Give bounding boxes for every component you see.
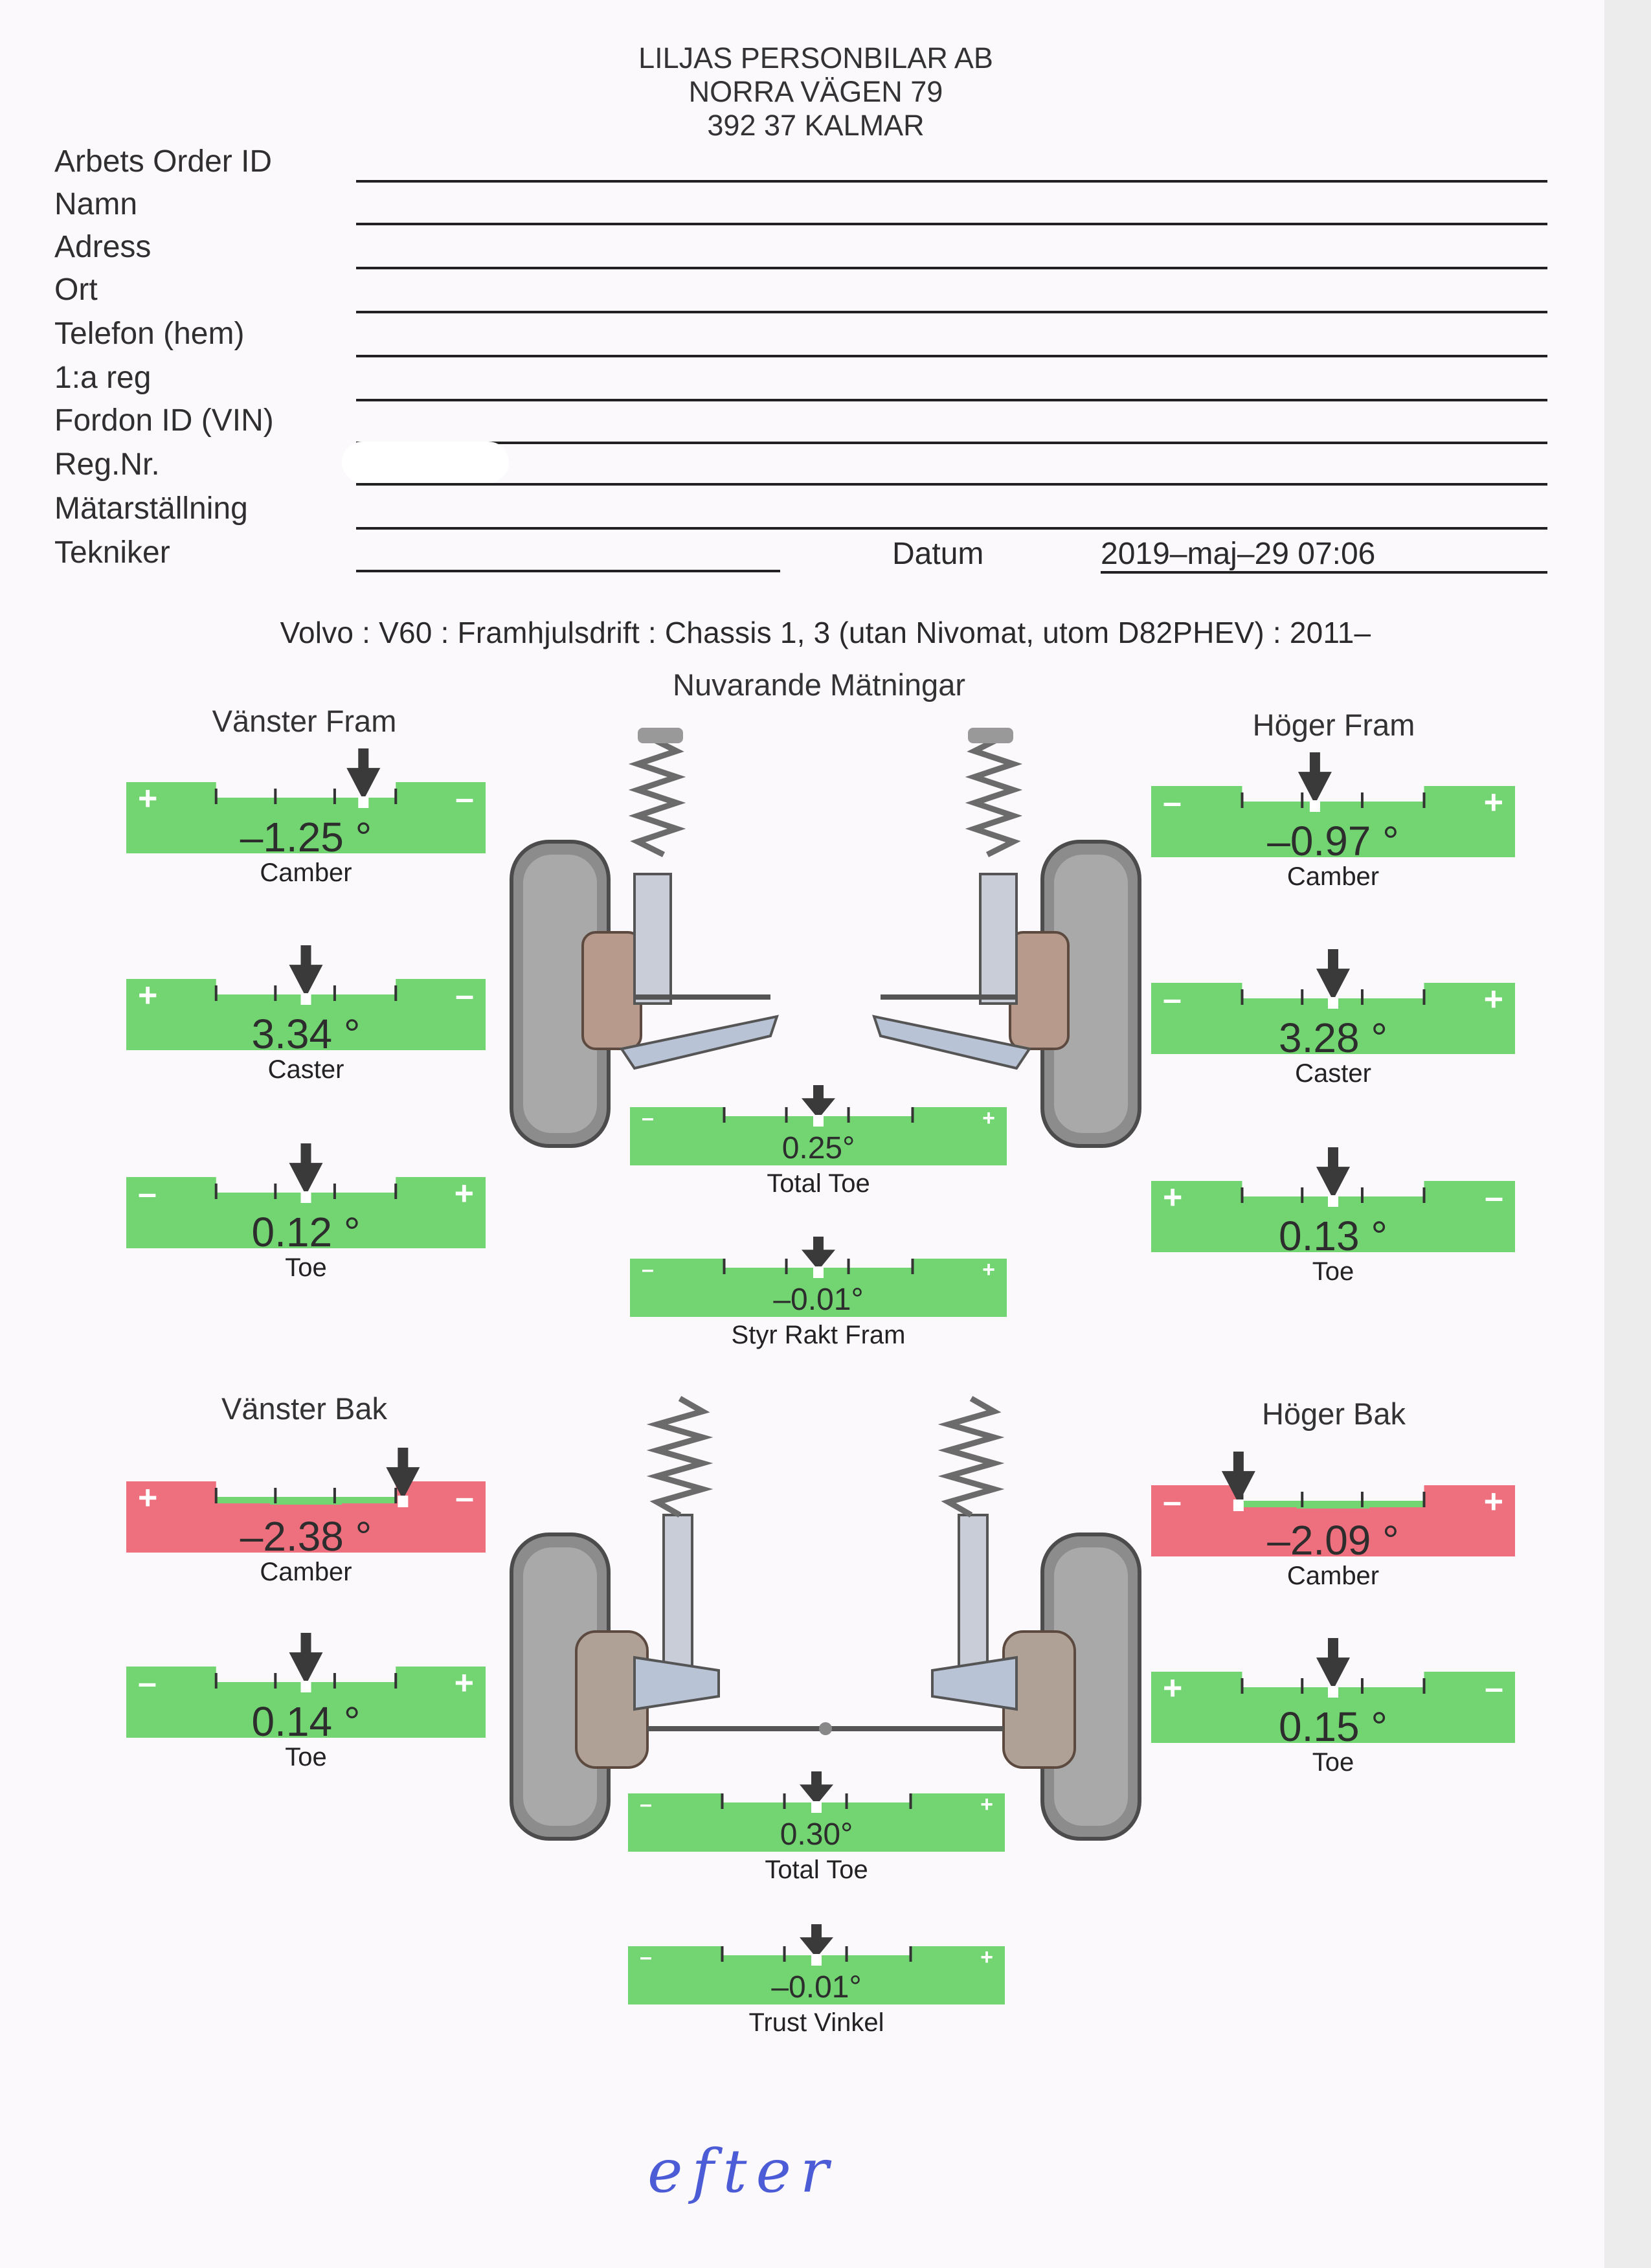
field-label-city: Ort [54, 273, 98, 307]
thrust_angle-sign-right: + [980, 1944, 993, 1970]
rl_camber-sign-left: + [138, 1479, 158, 1517]
rl_toe-sign-left: – [138, 1664, 157, 1702]
gauge-front-right-camber-caption: Camber [1286, 862, 1380, 891]
front-left-top-mount [638, 728, 683, 743]
thrust_angle-sign-left: – [640, 1944, 652, 1970]
handwritten-note: efter [647, 2137, 838, 2206]
field-line-first-reg [356, 399, 1547, 401]
fr_toe-sign-right: – [1485, 1178, 1503, 1217]
gauge-rear-right-toe-value: 0.15 ° [1279, 1703, 1387, 1750]
rear-axle-center-joint [819, 1722, 832, 1735]
gauge-front-total-toe-value: 0.25° [781, 1131, 855, 1165]
gauge-front-left-caster-caption: Caster [267, 1055, 344, 1084]
steer_ahead-sign-right: + [982, 1257, 995, 1282]
gauge-steer-ahead-caption: Styr Rakt Fram [731, 1321, 906, 1349]
rl_camber-sign-right: – [455, 1479, 474, 1517]
gauge-front-left-camber [126, 763, 486, 892]
steer_ahead-pointer-notch [813, 1266, 824, 1278]
rl_toe-sign-right: + [454, 1664, 474, 1702]
fl_caster-pointer-notch [301, 993, 311, 1005]
rear-left-shock [664, 1515, 692, 1683]
rear-left-knuckle [635, 1657, 719, 1709]
section-title: Nuvarande Mätningar [673, 668, 965, 702]
field-line-vin [356, 442, 1547, 444]
thrust_angle-pointer-arrow [800, 1924, 833, 1958]
field-label-order-id: Arbets Order ID [54, 144, 273, 179]
fr_camber-sign-left: – [1163, 783, 1182, 822]
rl_camber-pointer-notch [398, 1496, 408, 1507]
gauge-front-total-toe [630, 1093, 1007, 1203]
gauge-rear-total-toe-value: 0.30° [780, 1817, 853, 1852]
gauge-front-left-camber-caption: Camber [260, 859, 352, 887]
gauge-steer-ahead-value: –0.01° [773, 1283, 864, 1317]
field-line-phone [356, 355, 1547, 357]
wheel-title-front-right: Höger Fram [1252, 708, 1415, 742]
gauge-steer-ahead [630, 1244, 1007, 1354]
field-label-first-reg: 1:a reg [54, 361, 152, 395]
gauge-rear-left-camber-value: –2.38 ° [240, 1513, 372, 1560]
gauge-front-left-caster-value: 3.34 ° [251, 1011, 361, 1057]
rl_camber-bar-inner-step [270, 1502, 342, 1505]
steer_ahead-sign-left: – [642, 1257, 654, 1282]
fr_camber-bar-inner-step [1297, 807, 1369, 809]
fl_caster-sign-left: + [138, 976, 158, 1015]
front-left-strut [635, 874, 671, 1004]
fr_caster-sign-left: – [1163, 980, 1182, 1018]
gauge-rear-right-camber-caption: Camber [1286, 1562, 1380, 1590]
field-line-name [356, 223, 1547, 225]
rr_toe-pointer-arrow [1316, 1638, 1350, 1690]
fr_caster-pointer-arrow [1316, 949, 1350, 1001]
rr_camber-bar-inner-step [1297, 1506, 1369, 1509]
fr_camber-pointer-notch [1310, 800, 1320, 812]
datum-value: 2019–maj–29 07:06 [1101, 537, 1376, 571]
front-right-spring [974, 738, 1013, 855]
rr_camber-sign-right: + [1483, 1483, 1503, 1521]
field-label-name: Namn [54, 187, 138, 221]
fr_toe-pointer-arrow [1316, 1147, 1350, 1199]
front-left-control-arm [622, 1016, 777, 1068]
fl_camber-bar-inner-step [270, 803, 342, 805]
field-line-reg-nr [356, 483, 1547, 486]
gauge-front-right-caster-caption: Caster [1295, 1059, 1371, 1088]
fl_toe-sign-right: + [454, 1174, 474, 1213]
rr_toe-sign-left: + [1163, 1669, 1183, 1707]
fr_caster-pointer-notch [1328, 997, 1338, 1009]
rr_toe-sign-right: – [1485, 1669, 1503, 1707]
company-city: 392 37 KALMAR [707, 109, 925, 142]
gauge-rear-total-toe-caption: Total Toe [765, 1856, 868, 1884]
gauge-front-left-camber-value: –1.25 ° [240, 814, 372, 860]
front-right-control-arm [874, 1016, 1029, 1068]
gauge-rear-right-camber-value: –2.09 ° [1267, 1517, 1399, 1564]
field-line-technician [356, 570, 780, 572]
gauge-front-right-caster-value: 3.28 ° [1279, 1015, 1387, 1061]
rear-left-spring [657, 1398, 702, 1515]
gauge-rear-left-camber-caption: Camber [260, 1558, 352, 1586]
field-line-odometer [356, 527, 1547, 530]
gauge-thrust-angle-caption: Trust Vinkel [748, 2008, 884, 2037]
gauge-front-right-toe-caption: Toe [1312, 1257, 1354, 1286]
rr_camber-pointer-notch [1233, 1499, 1244, 1511]
front-right-strut [980, 874, 1016, 1004]
fl_toe-pointer-arrow [289, 1143, 323, 1195]
wheel-title-front-left: Vänster Fram [212, 704, 397, 738]
gauge-front-left-toe-value: 0.12 ° [251, 1209, 361, 1255]
rr_camber-sign-left: – [1163, 1483, 1182, 1521]
fl_caster-sign-right: – [455, 976, 474, 1015]
fr_toe-sign-left: + [1163, 1178, 1183, 1217]
rear_total_toe-pointer-notch [811, 1801, 822, 1813]
gauge-front-right-camber [1151, 767, 1515, 896]
gauge-rear-right-camber [1151, 1466, 1515, 1595]
gauge-front-right-toe-value: 0.13 ° [1279, 1213, 1387, 1259]
datum-label: Datum [892, 537, 984, 571]
gauge-rear-left-camber [126, 1462, 486, 1591]
gauge-rear-right-toe [1151, 1652, 1515, 1782]
field-line-datum [1101, 571, 1547, 574]
fl_toe-pointer-notch [301, 1191, 311, 1203]
company-street: NORRA VÄGEN 79 [688, 75, 943, 108]
front_total_toe-pointer-notch [813, 1115, 824, 1127]
front-left-hub [583, 932, 641, 1049]
front-right-top-mount [968, 728, 1013, 743]
gauge-rear-total-toe [628, 1779, 1005, 1889]
field-label-odometer: Mätarställning [54, 491, 248, 526]
fl_caster-pointer-arrow [289, 945, 323, 997]
vehicle-description: Volvo : V60 : Framhjulsdrift : Chassis 1, 3 (utan Nivomat, utom D82PHEV) : 2011– [280, 616, 1371, 649]
gauge-rear-left-toe-caption: Toe [285, 1743, 327, 1771]
gauge-rear-left-toe-value: 0.14 ° [251, 1698, 361, 1745]
fl_camber-sign-right: – [455, 780, 474, 818]
gauge-rear-left-toe [126, 1647, 486, 1777]
fl_camber-pointer-arrow [346, 748, 380, 800]
company-name: LILJAS PERSONBILAR AB [638, 41, 993, 74]
rear-right-spring [949, 1398, 994, 1515]
rear_total_toe-sign-right: + [980, 1791, 993, 1817]
fr_camber-sign-right: + [1483, 783, 1503, 822]
gauge-front-left-toe [126, 1158, 486, 1287]
gauge-front-left-toe-caption: Toe [285, 1253, 327, 1282]
scan-edge [1604, 0, 1651, 2268]
front_total_toe-sign-left: – [642, 1105, 654, 1130]
front-right-hub [1010, 932, 1068, 1049]
gauge-rear-right-toe-caption: Toe [1312, 1748, 1354, 1777]
gauge-front-right-caster [1151, 963, 1515, 1093]
gauge-thrust-angle-value: –0.01° [771, 1970, 862, 2004]
rl_toe-pointer-arrow [289, 1633, 323, 1685]
rear-right-shock [959, 1515, 987, 1683]
fr_caster-sign-right: + [1483, 980, 1503, 1018]
redaction-mark [342, 442, 509, 483]
field-label-reg-nr: Reg.Nr. [54, 447, 160, 482]
gauge-front-right-camber-value: –0.97 ° [1267, 818, 1399, 864]
gauge-front-total-toe-caption: Total Toe [767, 1169, 870, 1198]
fl_toe-sign-left: – [138, 1174, 157, 1213]
field-line-address [356, 267, 1547, 269]
front-left-spring [638, 738, 677, 855]
wheel-title-rear-left: Vänster Bak [221, 1391, 388, 1426]
field-line-city [356, 311, 1547, 313]
rl_toe-pointer-notch [301, 1681, 311, 1692]
field-label-vin: Fordon ID (VIN) [54, 403, 274, 438]
gauge-thrust-angle [628, 1932, 1005, 2042]
fr_toe-pointer-notch [1328, 1195, 1338, 1207]
field-label-phone: Telefon (hem) [54, 317, 245, 351]
front_total_toe-sign-right: + [982, 1105, 995, 1130]
rear-right-knuckle [932, 1657, 1016, 1709]
fl_camber-pointer-notch [358, 796, 368, 808]
steer_ahead-pointer-arrow [802, 1237, 835, 1270]
field-line-order-id [356, 180, 1547, 183]
company-header [505, 41, 1127, 142]
rear_total_toe-sign-left: – [640, 1791, 652, 1817]
gauge-front-right-toe [1151, 1162, 1515, 1291]
thrust_angle-pointer-notch [811, 1954, 822, 1966]
rr_toe-pointer-notch [1328, 1686, 1338, 1698]
field-label-address: Adress [54, 230, 152, 264]
field-label-technician: Tekniker [54, 535, 170, 570]
fl_camber-sign-left: + [138, 780, 158, 818]
gauge-front-left-caster [126, 960, 486, 1089]
wheel-title-rear-right: Höger Bak [1261, 1397, 1406, 1431]
